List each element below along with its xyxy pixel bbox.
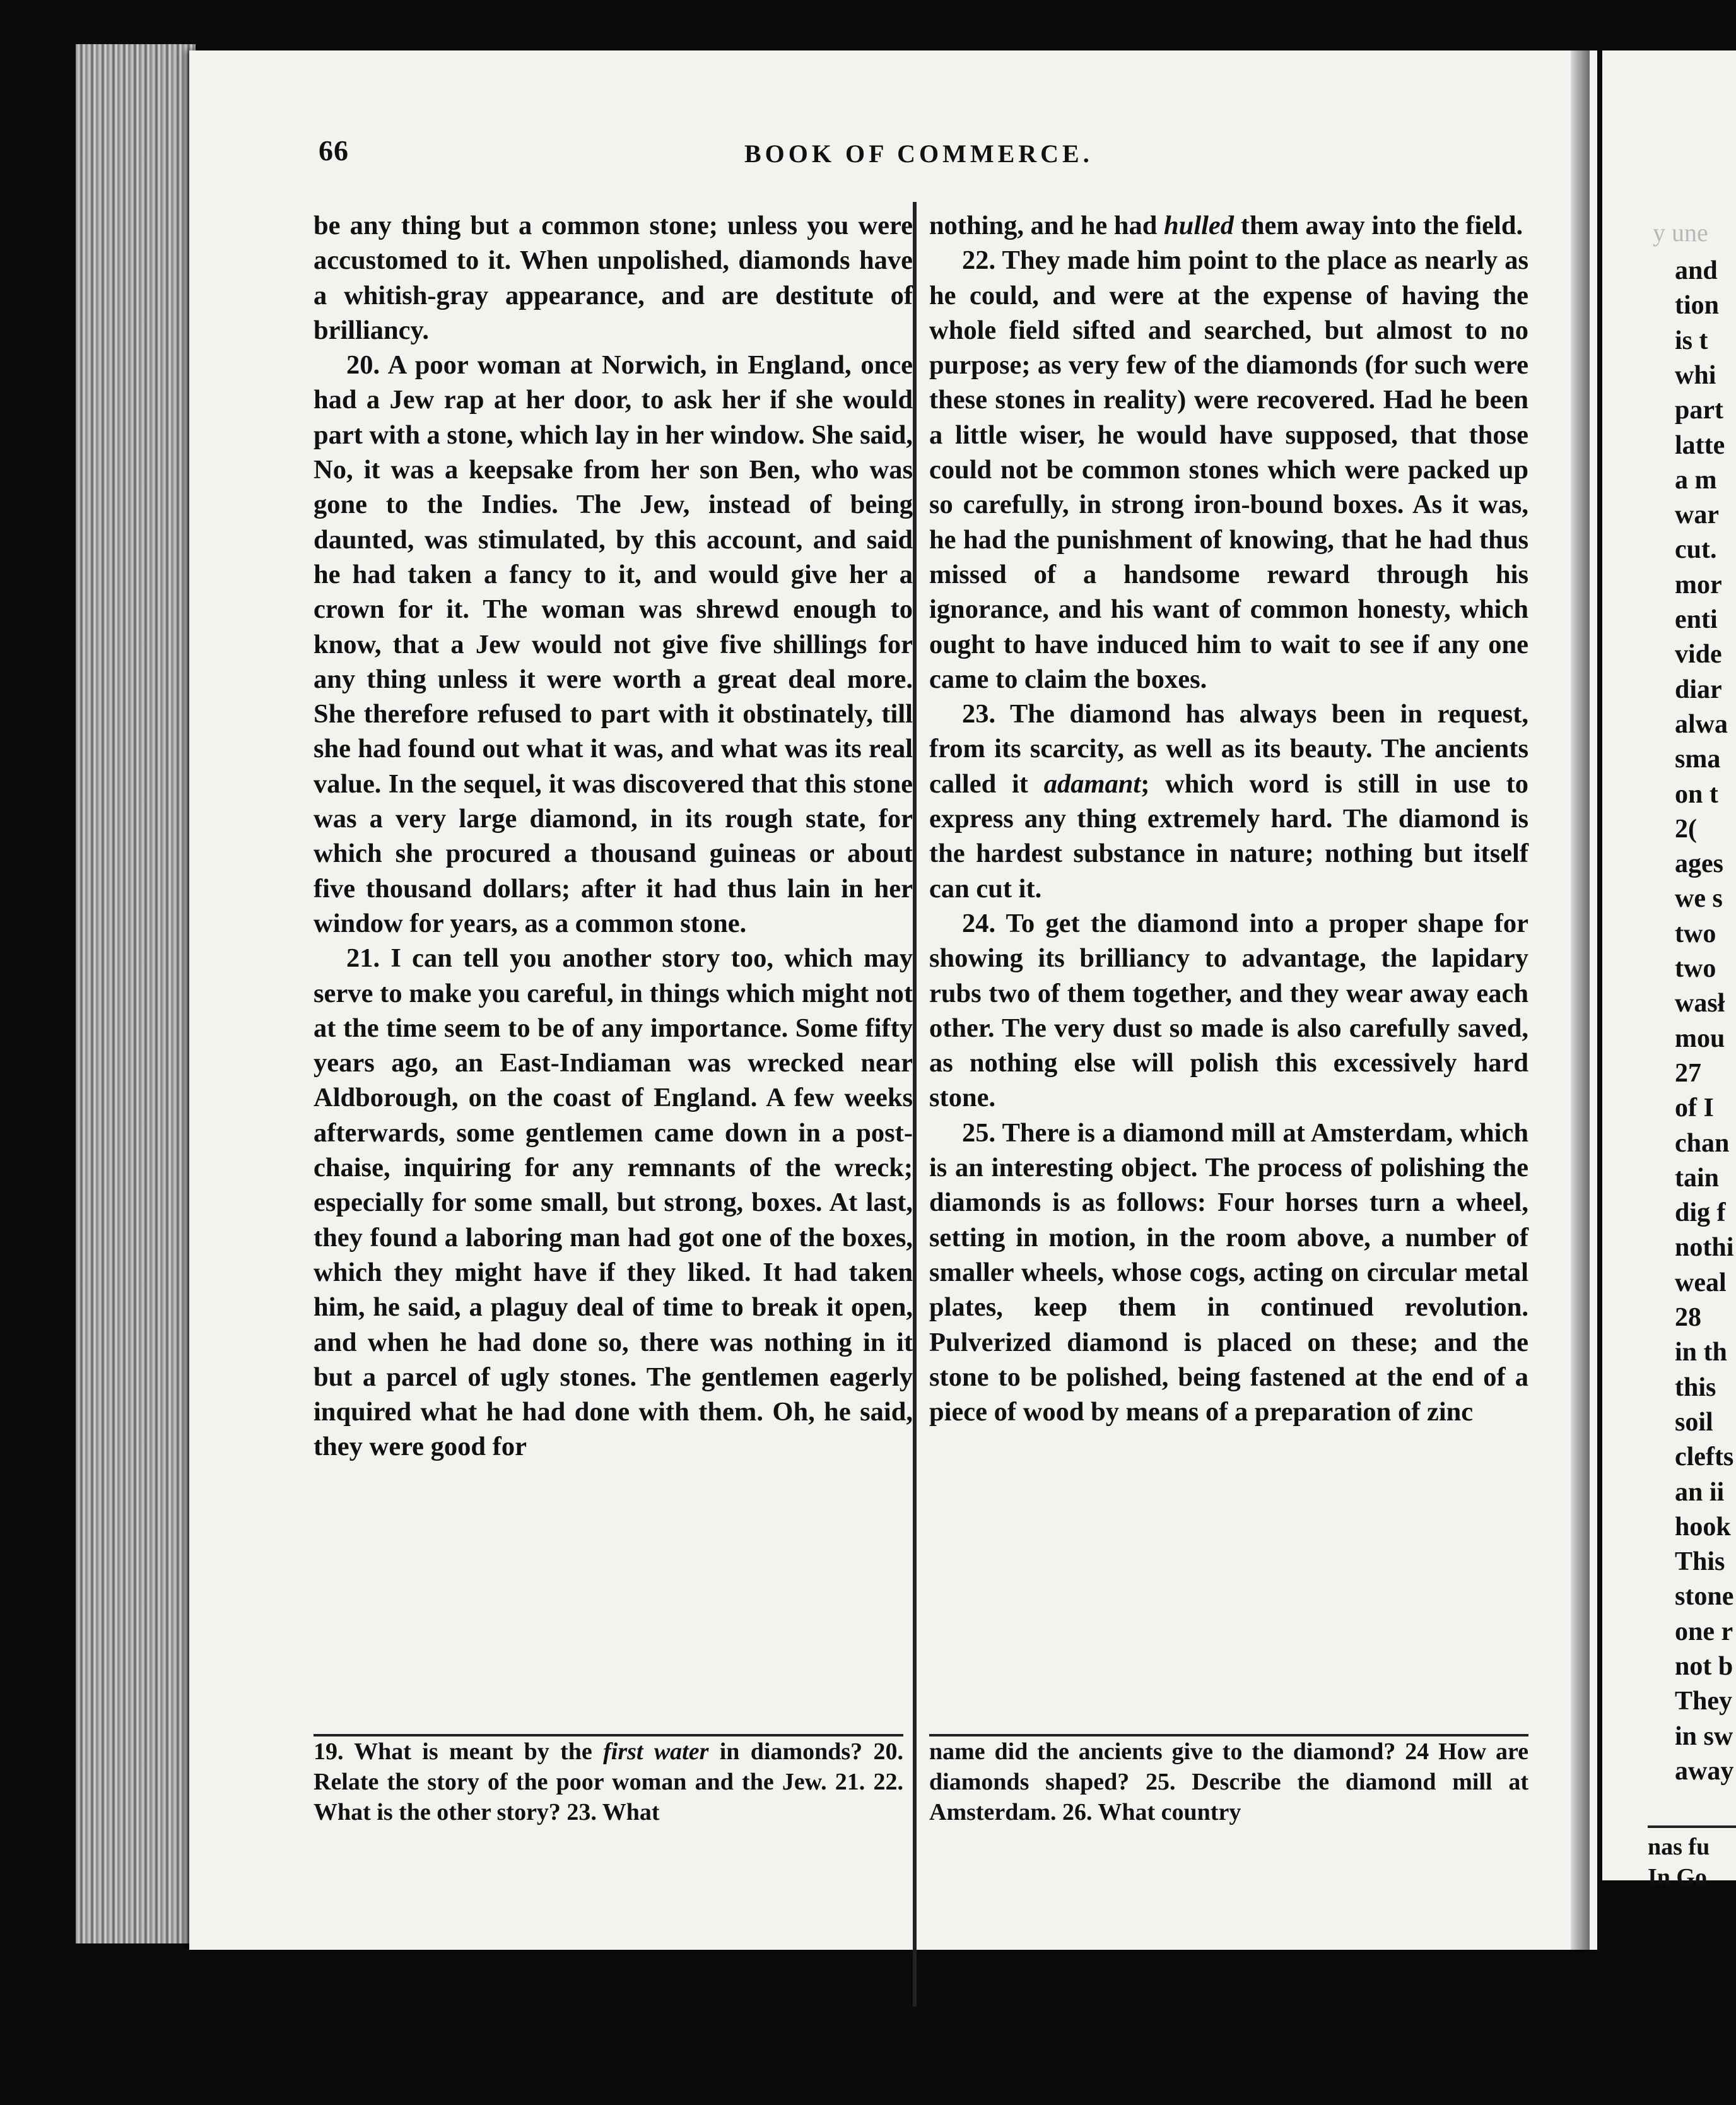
facing-page-fragment: an ii [1675,1477,1725,1507]
paragraph: 25. There is a diamond mill at Amsterdam, which is an interesting object. The process of polishing the diamonds is as follows: Four horses turn a wheel, setting in motion, in the room above, a number of smaller wheels, whose cogs, acting on circular metal plates, keep them in continued revolution. Pulverized diamond is placed on these; and the stone to be polished, being fastened at the end of a piece of wood by means of a preparation of zinc [929,1117,1528,1427]
page-edge-strips [76,44,196,1943]
facing-page-fragment: ages [1675,849,1723,879]
facing-page-fragment: sma [1675,745,1721,774]
facing-page-fragment: one r [1675,1617,1733,1646]
facing-page-fragment: tain [1675,1163,1720,1193]
facing-page-fragment: cut. [1675,535,1717,565]
running-title: BOOK OF COMMERCE. [744,139,1093,168]
facing-page-fragment: we s [1675,884,1723,914]
facing-page-fragment: nothi [1675,1233,1734,1263]
right-column [929,208,1528,1429]
bleed-through-text: y une [1653,218,1708,247]
paragraph: be any thing but a common stone; unless you were accustomed to it. When unpolished, diamonds have a whitish-gray appearance, and are destitute of brilliancy. [314,211,913,345]
facing-page-fragment: two [1675,954,1716,983]
footnote-text: name did the ancients give to the diamond? 24 How are diamonds shaped? 25. Describe the diamond mill at Amsterdam. 26. What country [929,1738,1528,1825]
facing-page-fragment: soil [1675,1407,1713,1437]
facing-page-fragment: chan [1675,1128,1730,1158]
facing-page-fragment: clefts [1675,1442,1734,1472]
facing-page-fragment: two [1675,919,1716,948]
facing-page-fragment: wasł [1675,989,1725,1018]
facing-page-fragment: a m [1675,465,1717,495]
facing-page-footnote-fragment: In Go [1648,1864,1707,1890]
facing-page-fragment: enti [1675,605,1718,634]
facing-page-fragment: 27 [1675,1058,1701,1088]
footnote-questions-right [929,1736,1528,1827]
footnote-questions-left [314,1736,903,1827]
column-divider [913,202,917,2007]
footnote-text: 19. What is meant by the first water in diamonds? 20. Relate the story of the poor woman and the Jew. 21. 22. What is the other story? 23. What [314,1738,904,1825]
facing-page-fragment: 2( [1675,814,1697,844]
facing-page-fragment: They [1675,1687,1733,1716]
facing-page-fragment: and [1675,256,1718,285]
facing-page-fragment: alwa [1675,709,1728,739]
book-gutter [1571,50,1590,1950]
paragraph: 24. To get the diamond into a proper shape for showing its brilliancy to advantage, the lapidary rubs two of them together, and they wear away each other. The very dust so made is also carefully saved, as nothing else will polish this excessively hard stone. [929,908,1528,1113]
facing-page-fragment: stone [1675,1582,1734,1612]
facing-page-fragment: war [1675,500,1719,530]
facing-page-fragment: in sw [1675,1721,1733,1751]
facing-page-fragment: diar [1675,675,1722,704]
paragraph: 20. A poor woman at Norwich, in England, once had a Jew rap at her door, to ask her if she would part with a stone, which lay in her window. She said, No, it was a keepsake from her son Ben, who was gone to the Indies. The Jew, instead of being daunted, was stimulated, by this account, and said he had taken a fancy to it, and would give her a crown for it. The woman was shrewd enough to know, that a Jew would not give five shillings for any thing unless it were worth a great deal more. She therefore refused to part with it obstinately, till she had found out what it was, and what was its real value. In the sequel, it was discovered that this stone was a very large diamond, in its rough state, for which she procured a thousand guineas or about five thousand dollars; after it had thus lain in her window for years, as a common stone. [314,350,913,938]
paragraph: nothing, and he had hulled them away into the field. [929,211,1523,240]
facing-page-fragment: 28 [1675,1303,1701,1332]
paragraph: 23. The diamond has always been in request, from its scarcity, as well as its beauty. The ancients called it adamant; which word is still in use to express any thing extremely hard. The diamond is the hardest substance in nature; nothing but itself can cut it. [929,699,1528,904]
facing-page-fragment: is t [1675,326,1708,355]
paragraph: 21. I can tell you another story too, which may serve to make you careful, in things which might not at the time seem to be of any importance. Some fifty years ago, an East-Indiaman was wrecked near Aldborough, on the coast of England. A few weeks afterwards, some gentlemen came down in a post-chaise, inquiring for any remnants of the wreck; especially for some small, but strong, boxes. At last, they found a laboring man had got one of the boxes, which they might have if they liked. It had taken him, he said, a plaguy deal of time to break it open, and when he had done so, there was nothing in it but a parcel of ugly stones. The gentlemen eagerly inquired what he had done with them. Oh, he said, they were good for [314,943,913,1462]
facing-page-fragment: in th [1675,1338,1727,1367]
facing-page-footnote-fragment: nas fu [1648,1834,1710,1860]
facing-page-fragment: weal [1675,1268,1727,1297]
facing-page-fragment: vide [1675,640,1722,669]
facing-page-fragment: This [1675,1547,1725,1577]
facing-page-fragment: of I [1675,1094,1714,1123]
paragraph: 22. They made him point to the place as nearly as he could, and were at the expense of having the whole field sifted and searched, but almost to no purpose; as very few of the diamonds (for such were these stones in reality) were recovered. Had he been a little wiser, he would have supposed, that those could not be common stones which were packed up so carefully, in strong iron-bound boxes. As it was, he had the punishment of knowing, that he had thus missed of a handsome reward through his ignorance, and his want of common honesty, which ought to have induced him to wait to see if any one came to claim the boxes. [929,245,1528,694]
facing-page-fragment: dig f [1675,1198,1726,1228]
facing-page-fragment: not b [1675,1652,1733,1681]
left-column [314,208,913,1465]
facing-page-fragment: whi [1675,360,1716,390]
facing-page-fragment: hook [1675,1512,1731,1542]
facing-page-fragment: mou [1675,1023,1725,1053]
facing-page-fragment: on t [1675,779,1718,809]
facing-page-fragment: tion [1675,291,1720,321]
facing-page-fragment: this [1675,1372,1716,1402]
facing-page-footnote-rule [1648,1825,1736,1828]
facing-page-fragment: away [1675,1756,1734,1786]
facing-page-fragment: part [1675,396,1723,425]
facing-page-fragment: mor [1675,570,1722,599]
facing-page-fragment: latte [1675,430,1725,460]
page-number: 66 [319,134,349,167]
